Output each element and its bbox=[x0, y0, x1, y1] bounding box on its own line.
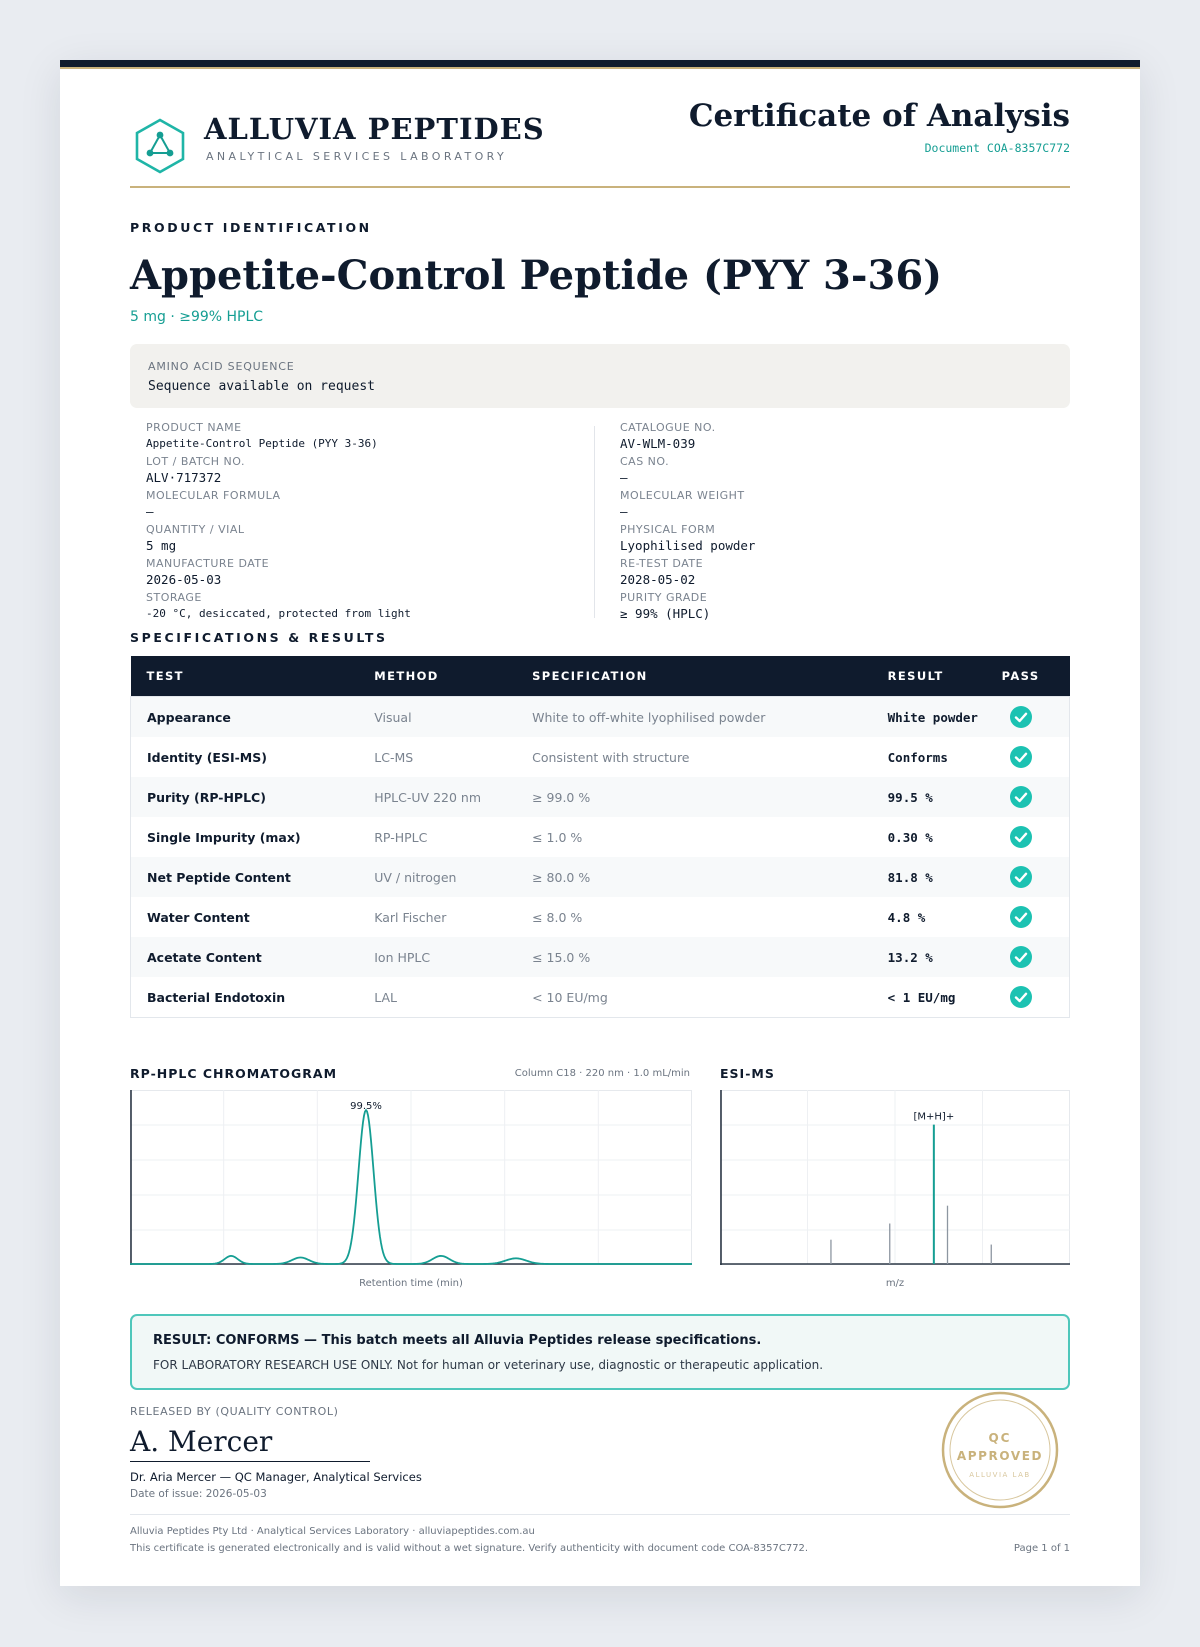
field-catalogue bbox=[620, 421, 1080, 455]
specification-cell: White to off-white lyophilised powder bbox=[532, 709, 766, 725]
table-row bbox=[131, 857, 1070, 897]
field-label: RE-TEST DATE bbox=[620, 557, 704, 570]
table-header-row bbox=[131, 656, 1070, 697]
brand-name: ALLUVIA PEPTIDES bbox=[204, 112, 545, 146]
hexagon-molecule-icon bbox=[134, 117, 186, 175]
test-cell: Acetate Content bbox=[147, 949, 262, 965]
field-label: MOLECULAR FORMULA bbox=[146, 489, 281, 502]
table-row bbox=[131, 777, 1070, 817]
field-molecular-weight bbox=[620, 489, 1080, 523]
specifications-table bbox=[130, 656, 1070, 1018]
main-peak-label: 99.5% bbox=[350, 1101, 382, 1113]
column-header: TEST bbox=[146, 669, 184, 683]
specification-cell: ≤ 8.0 % bbox=[532, 909, 583, 925]
column-header: PASS bbox=[1001, 669, 1040, 683]
test-cell: Single Impurity (max) bbox=[147, 829, 301, 845]
esi-ms-title: ESI-MS bbox=[720, 1066, 775, 1081]
field-value: Lyophilised powder bbox=[620, 538, 756, 553]
chromatogram-title: RP-HPLC CHROMATOGRAM bbox=[130, 1066, 338, 1081]
pass-cell bbox=[986, 697, 1070, 738]
page-number: Page 1 of 1 bbox=[1013, 1543, 1070, 1554]
method-cell: Ion HPLC bbox=[374, 949, 431, 965]
field-value: — bbox=[620, 504, 628, 519]
field-value: ≥ 99% (HPLC) bbox=[620, 606, 711, 621]
check-icon bbox=[1010, 866, 1032, 888]
pass-cell bbox=[986, 817, 1070, 857]
stamp-line-3: ALLUVIA LAB bbox=[969, 1471, 1031, 1479]
top-accent-bar bbox=[60, 60, 1140, 67]
sequence-label: AMINO ACID SEQUENCE bbox=[148, 360, 295, 373]
specification-cell: ≤ 1.0 % bbox=[532, 829, 583, 845]
document-title: Certificate of Analysis bbox=[688, 98, 1070, 134]
field-label: PHYSICAL FORM bbox=[620, 523, 716, 536]
info-column-right bbox=[620, 421, 1080, 625]
signer-name: Dr. Aria Mercer — QC Manager, Analytical Services bbox=[130, 1470, 422, 1484]
test-cell: Net Peptide Content bbox=[147, 869, 291, 885]
table-row bbox=[131, 817, 1070, 857]
pass-cell bbox=[986, 937, 1070, 977]
field-manufacture-date bbox=[146, 557, 606, 591]
field-value: 5 mg bbox=[146, 538, 177, 553]
field-value: — bbox=[146, 504, 154, 519]
result-cell: 13.2 % bbox=[887, 949, 933, 965]
method-cell: LC-MS bbox=[374, 749, 414, 765]
field-value: ALV·717372 bbox=[146, 470, 222, 485]
stamp-line-2: APPROVED bbox=[956, 1449, 1044, 1463]
field-formula bbox=[146, 489, 606, 523]
table-row bbox=[131, 937, 1070, 977]
method-cell: RP-HPLC bbox=[374, 829, 428, 845]
result-cell: White powder bbox=[887, 709, 978, 725]
qc-approved-stamp bbox=[940, 1390, 1060, 1510]
method-cell: LAL bbox=[374, 989, 398, 1005]
stamp-line-1: QC bbox=[988, 1431, 1012, 1445]
hplc-chromatogram-chart bbox=[130, 1090, 692, 1265]
test-cell: Identity (ESI-MS) bbox=[147, 749, 267, 765]
footer-divider bbox=[130, 1514, 1070, 1515]
field-purity-grade bbox=[620, 591, 1080, 625]
column-header: METHOD bbox=[374, 669, 439, 683]
specs-section-label: SPECIFICATIONS & RESULTS bbox=[130, 630, 388, 645]
specification-cell: ≥ 80.0 % bbox=[532, 869, 591, 885]
method-cell: UV / nitrogen bbox=[374, 869, 457, 885]
info-divider bbox=[594, 426, 595, 618]
product-section-label: PRODUCT IDENTIFICATION bbox=[130, 220, 372, 235]
field-retest-date bbox=[620, 557, 1080, 591]
test-cell: Purity (RP-HPLC) bbox=[147, 789, 266, 805]
column-header: SPECIFICATION bbox=[532, 669, 648, 683]
specification-cell: ≥ 99.0 % bbox=[532, 789, 591, 805]
method-cell: HPLC-UV 220 nm bbox=[374, 789, 481, 805]
product-subtitle: 5 mg · ≥99% HPLC bbox=[130, 309, 264, 325]
field-label: PRODUCT NAME bbox=[146, 421, 242, 434]
field-value: 2028-05-02 bbox=[620, 572, 696, 587]
result-cell: < 1 EU/mg bbox=[887, 989, 956, 1005]
result-cell: 0.30 % bbox=[887, 829, 933, 845]
test-cell: Bacterial Endotoxin bbox=[147, 989, 286, 1005]
molecular-ion-label: [M+H]+ bbox=[913, 1111, 955, 1123]
field-label: QUANTITY / VIAL bbox=[146, 523, 245, 536]
field-product-name bbox=[146, 421, 606, 455]
hplc-x-axis-label: Retention time (min) bbox=[359, 1278, 463, 1289]
esi-ms-chart bbox=[720, 1090, 1070, 1265]
issue-date: Date of issue: 2026-05-03 bbox=[130, 1488, 267, 1500]
field-label: PURITY GRADE bbox=[620, 591, 708, 604]
released-by-label: RELEASED BY (QUALITY CONTROL) bbox=[130, 1405, 339, 1418]
result-cell: 4.8 % bbox=[887, 909, 926, 925]
result-cell: 99.5 % bbox=[887, 789, 933, 805]
test-cell: Water Content bbox=[147, 909, 250, 925]
info-column-left bbox=[146, 421, 606, 625]
specification-cell: ≤ 15.0 % bbox=[532, 949, 591, 965]
table-row bbox=[131, 697, 1070, 738]
pass-cell bbox=[986, 737, 1070, 777]
chromatogram-note: Column C18 · 220 nm · 1.0 mL/min bbox=[514, 1068, 690, 1079]
field-lot bbox=[146, 455, 606, 489]
certificate-page bbox=[60, 60, 1140, 1586]
field-quantity bbox=[146, 523, 606, 557]
field-label: LOT / BATCH NO. bbox=[146, 455, 245, 468]
product-title: Appetite-Control Peptide (PYY 3-36) bbox=[130, 252, 943, 299]
specification-cell: Consistent with structure bbox=[532, 749, 690, 765]
table-row bbox=[131, 977, 1070, 1018]
result-banner bbox=[130, 1314, 1070, 1390]
check-icon bbox=[1010, 946, 1032, 968]
top-gold-line bbox=[60, 67, 1140, 69]
pass-cell bbox=[986, 777, 1070, 817]
field-label: STORAGE bbox=[146, 591, 202, 604]
specification-cell: < 10 EU/mg bbox=[532, 989, 608, 1005]
header-divider bbox=[130, 186, 1070, 188]
research-use-disclaimer: FOR LABORATORY RESEARCH USE ONLY. Not for human or veterinary use, diagnostic or therapeutic application. bbox=[153, 1358, 824, 1372]
signature: A. Mercer bbox=[130, 1425, 273, 1458]
field-label: MOLECULAR WEIGHT bbox=[620, 489, 745, 502]
signature-line bbox=[130, 1461, 370, 1462]
document-id: Document COA-8357C772 bbox=[924, 141, 1070, 155]
method-cell: Karl Fischer bbox=[374, 909, 447, 925]
field-value: AV-WLM-039 bbox=[620, 436, 696, 451]
method-cell: Visual bbox=[374, 709, 412, 725]
column-header: RESULT bbox=[887, 669, 944, 683]
result-cell: Conforms bbox=[887, 749, 948, 765]
field-label: CAS NO. bbox=[620, 455, 670, 468]
footer-validity-note: This certificate is generated electronically and is valid without a wet signature. Verify authenticity with document code COA-8357C772. bbox=[130, 1543, 809, 1554]
esi-ms-x-axis-label: m/z bbox=[885, 1278, 905, 1289]
field-cas bbox=[620, 455, 1080, 489]
test-cell: Appearance bbox=[147, 709, 231, 725]
sequence-value: Sequence available on request bbox=[148, 379, 375, 394]
field-value: -20 °C, desiccated, protected from light bbox=[146, 607, 411, 620]
table-row bbox=[131, 897, 1070, 937]
result-statement: RESULT: CONFORMS — This batch meets all Alluvia Peptides release specifications. bbox=[153, 1333, 762, 1348]
check-icon bbox=[1010, 786, 1032, 808]
table-body bbox=[131, 697, 1070, 1018]
field-value: 2026-05-03 bbox=[146, 572, 222, 587]
field-storage bbox=[146, 591, 606, 625]
table-row bbox=[131, 737, 1070, 777]
field-value: — bbox=[620, 470, 628, 485]
check-icon bbox=[1010, 706, 1032, 728]
field-label: MANUFACTURE DATE bbox=[146, 557, 270, 570]
check-icon bbox=[1010, 906, 1032, 928]
brand-subtitle: ANALYTICAL SERVICES LABORATORY bbox=[206, 150, 508, 163]
field-physical-form bbox=[620, 523, 1080, 557]
field-value: Appetite-Control Peptide (PYY 3-36) bbox=[146, 437, 378, 450]
pass-cell bbox=[986, 857, 1070, 897]
check-icon bbox=[1010, 746, 1032, 768]
sequence-box bbox=[130, 344, 1070, 408]
pass-cell bbox=[986, 977, 1070, 1018]
check-icon bbox=[1010, 986, 1032, 1008]
result-cell: 81.8 % bbox=[887, 869, 933, 885]
pass-cell bbox=[986, 897, 1070, 937]
field-label: CATALOGUE NO. bbox=[620, 421, 716, 434]
footer-company: Alluvia Peptides Pty Ltd · Analytical Services Laboratory · alluviapeptides.com.au bbox=[130, 1526, 535, 1537]
check-icon bbox=[1010, 826, 1032, 848]
